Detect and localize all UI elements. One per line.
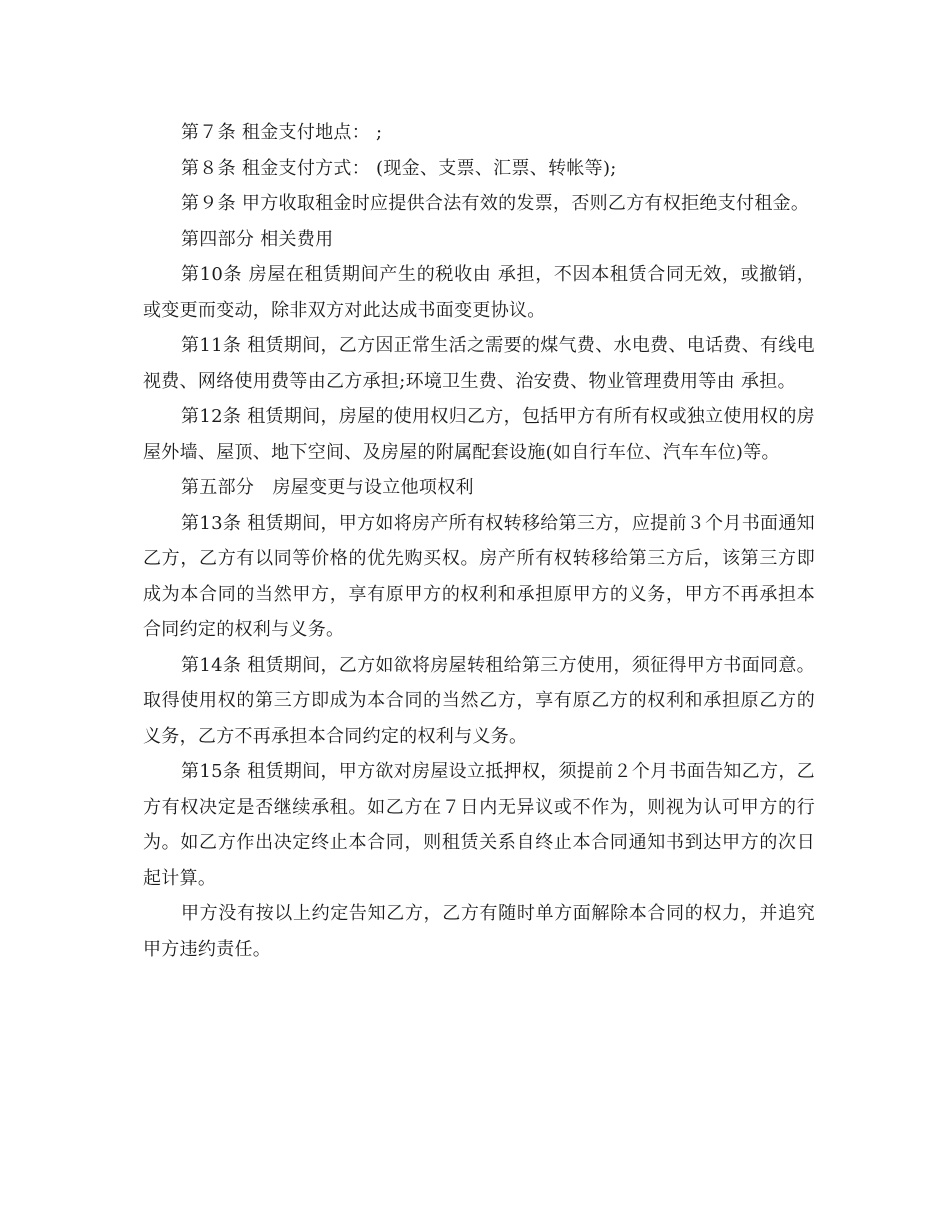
clause-12-usage-rights: 第12条 租赁期间，房屋的使用权归乙方，包括甲方有所有权或独立使用权的房屋外墙、屋顶、地下空间、及房屋的附属配套设施(如自行车位、汽车车位)等。 (143, 406, 815, 463)
clause-10-taxes: 第10条 房屋在租赁期间产生的税收由 承担，不因本租赁合同无效，或撤销，或变更而变动，除非双方对此达成书面变更协议。 (143, 264, 815, 321)
section-5-heading: 第五部分 房屋变更与设立他项权利 (181, 477, 474, 498)
section-4-heading: 第四部分 相关费用 (181, 228, 334, 250)
clause-11-utility-fees: 第11条 租赁期间，乙方因正常生活之需要的煤气费、水电费、电话费、有线电视费、网络使用费等由乙方承担;环境卫生费、治安费、物业管理费用等由 承担。 (143, 335, 815, 392)
notice-breach-paragraph: 甲方没有按以上约定告知乙方，乙方有随时单方面解除本合同的权力，并追究甲方违约责任。 (143, 903, 815, 960)
clause-9-invoice-requirement: 第９条 甲方收取租金时应提供合法有效的发票，否则乙方有权拒绝支付租金。 (181, 193, 810, 214)
clause-7-rent-payment-place: 第７条 租金支付地点： ; (181, 122, 383, 143)
clause-14-sublease: 第14条 租赁期间，乙方如欲将房屋转租给第三方使用，须征得甲方书面同意。取得使用权的第三方即成为本合同的当然乙方，享有原乙方的权利和承担原乙方的义务，乙方不再承担本合同约定的权利与义务。 (143, 654, 815, 747)
document-body (143, 115, 815, 967)
clause-15-mortgage: 第15条 租赁期间，甲方欲对房屋设立抵押权，须提前２个月书面告知乙方，乙方有权决定是否继续承租。如乙方在７日内无异议或不作为，则视为认可甲方的行为。如乙方作出决定终止本合同，则租赁关系自终止本合同通知书到达甲方的次日起计算。 (143, 761, 815, 889)
clause-8-rent-payment-method: 第８条 租金支付方式： (现金、支票、汇票、转帐等); (181, 157, 617, 179)
clause-13-ownership-transfer: 第13条 租赁期间，甲方如将房产所有权转移给第三方，应提前３个月书面通知乙方，乙方有以同等价格的优先购买权。房产所有权转移给第三方后，该第三方即成为本合同的当然甲方，享有原甲方的权利和承担原甲方的义务，甲方不再承担本合同约定的权利与义务。 (143, 512, 815, 640)
